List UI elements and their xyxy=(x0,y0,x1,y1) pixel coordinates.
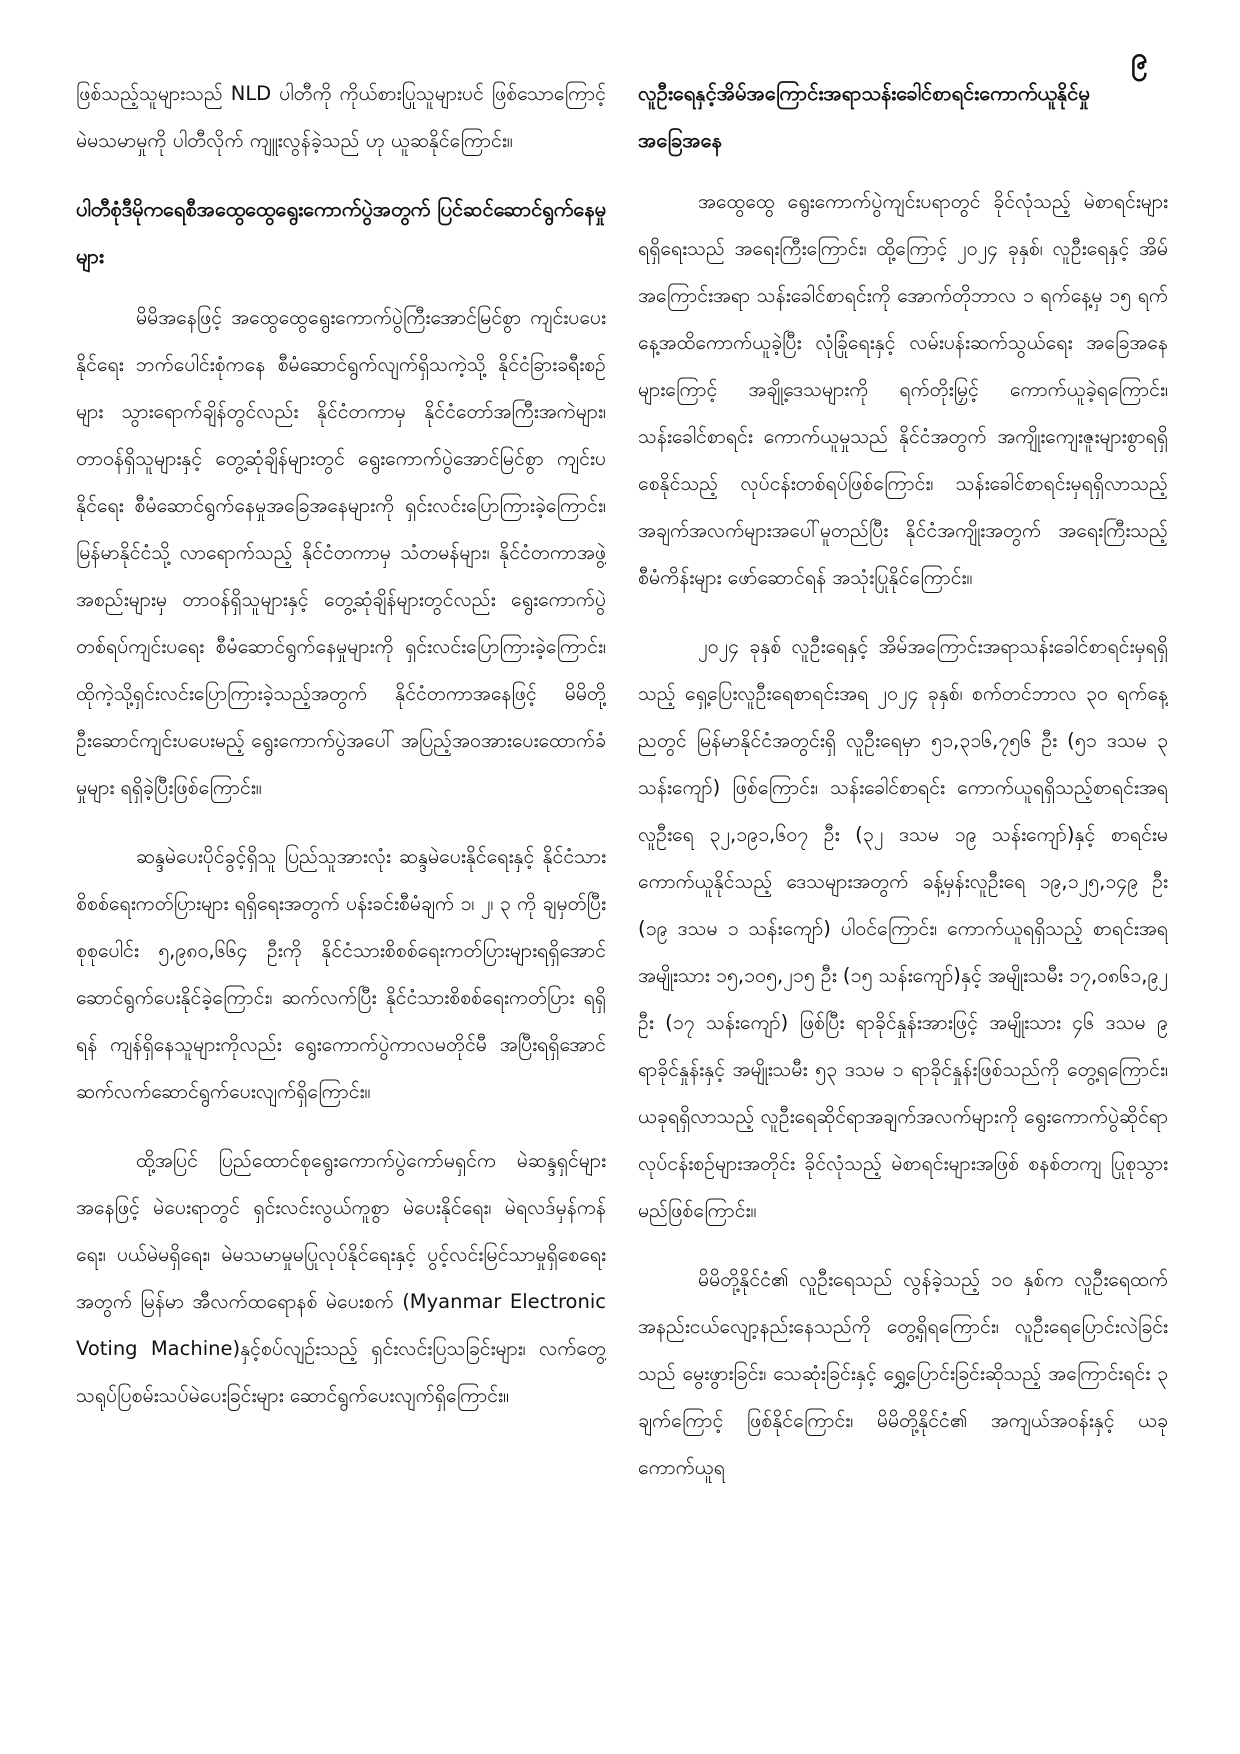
section-heading-election-preparation: ပါတီစုံဒီမိုကရေစီအထွေထွေရွေးကောက်ပွဲအတွက် ပြင်ဆင်ဆောင်ရွက်နေမှုများ xyxy=(76,197,606,268)
right-column xyxy=(638,70,1168,1710)
intro-paragraph: ဖြစ်သည့်သူများသည် NLD ပါတီကို ကိုယ်စားပြုသူများပင် ဖြစ်သောကြောင့် မဲမသမာမှုကို ပါတီလိုက် ကျူးလွန်ခဲ့သည် ဟု ယူဆနိုင်ကြောင်း။ xyxy=(76,82,606,152)
paragraph: ထို့အပြင် ပြည်ထောင်စုရွေးကောက်ပွဲကော်မရှင်က မဲဆန္ဒရှင်များအနေဖြင့် မဲပေးရာတွင် ရှင်းလင်းလွယ်ကူစွာ မဲပေးနိုင်ရေး၊ မဲရလဒ်မှန်ကန်ရေး၊ ပယ်မဲမရှိရေး၊ မဲမသမာမှုမပြုလုပ်နိုင်ရေးနှင့် ပွင့်လင်းမြင်သာမှုရှိစေရေးအတွက် မြန်မာ အီလက်ထရောနစ် မဲပေးစက် (Myanmar Electronic Voting Machine)နှင့်စပ်လျဉ်းသည့် ရှင်းလင်းပြသခြင်းများ၊ လက်တွေ့သရုပ်ပြစမ်းသပ်မဲပေးခြင်းများ ဆောင်ရွက်ပေးလျက်ရှိကြောင်း။ xyxy=(76,1149,606,1407)
paragraph: ၂၀၂၄ ခုနှစ် လူဦးရေနှင့် အိမ်အကြောင်းအရာသန်းခေါင်စာရင်းမှရရှိသည့် ရှေ့ပြေးလူဦးရေစာရင်းအရ ၂၀၂၄ ခုနှစ်၊ စက်တင်ဘာလ ၃၀ ရက်နေ့ညတွင် မြန်မာနိုင်ငံအတွင်းရှိ လူဦးရေမှာ ၅၁,၃၁၆,၇၅၆ ဦး (၅၁ ဒသမ ၃ သန်းကျော်) ဖြစ်ကြောင်း၊ သန်းခေါင်စာရင်း ကောက်ယူရရှိသည့်စာရင်းအရ လူဦးရေ ၃၂,၁၉၁,၆၀၇ ဦး (၃၂ ဒသမ ၁၉ သန်းကျော်)နှင့် စာရင်းမကောက်ယူနိုင်သည့် ဒေသများအတွက် ခန့်မှန်းလူဦးရေ ၁၉,၁၂၅,၁၄၉ ဦး (၁၉ ဒသမ ၁ သန်းကျော်) ပါဝင်ကြောင်း၊ ကောက်ယူရရှိသည့် စာရင်းအရ အမျိုးသား ၁၅,၁၀၅,၂၁၅ ဦး (၁၅ သန်းကျော်)နှင့် အမျိုးသမီး ၁၇,၀၈၆၁,၉၂ ဦး (၁၇ သန်းကျော်) ဖြစ်ပြီး ရာခိုင်နှုန်းအားဖြင့် အမျိုးသား ၄၆ ဒသမ ၉ ရာခိုင်နှုန်းနှင့် အမျိုးသမီး ၅၃ ဒသမ ၁ ရာခိုင်နှုန်းဖြစ်သည်ကို တွေ့ရကြောင်း၊ ယခုရရှိလာသည့် လူဦးရေဆိုင်ရာအချက်အလက်များကို ရွေးကောက်ပွဲဆိုင်ရာ လုပ်ငန်းစဉ်များအတိုင်း ခိုင်လုံသည့် မဲစာရင်းများအဖြစ် စနစ်တကျ ပြုစုသွားမည်ဖြစ်ကြောင်း။ xyxy=(638,635,1168,1222)
paragraph: အထွေထွေ ရွေးကောက်ပွဲကျင်းပရာတွင် ခိုင်လုံသည့် မဲစာရင်းများရရှိရေးသည် အရေးကြီးကြောင်း၊ ထို့ကြောင့် ၂၀၂၄ ခုနှစ်၊ လူဦးရေနှင့် အိမ်အကြောင်းအရာ သန်းခေါင်စာရင်းကို အောက်တိုဘာလ ၁ ရက်နေ့မှ ၁၅ ရက်နေ့အထိကောက်ယူခဲ့ပြီး လုံခြုံရေးနှင့် လမ်းပန်းဆက်သွယ်ရေး အခြေအနေများကြောင့် အချို့ဒေသများကို ရက်တိုးမြှင့် ကောက်ယူခဲ့ရကြောင်း၊ သန်းခေါင်စာရင်း ကောက်ယူမှုသည် နိုင်ငံအတွက် အကျိုးကျေးဇူးများစွာရရှိစေနိုင်သည့် လုပ်ငန်းတစ်ရပ်ဖြစ်ကြောင်း၊ သန်းခေါင်စာရင်းမှရရှိလာသည့် အချက်အလက်များအပေါ်မူတည်ပြီး နိုင်ငံအကျိုးအတွက် အရေးကြီးသည့်စီမံကိန်းများ ဖော်ဆောင်ရန် အသုံးပြုနိုင်ကြောင်း။ xyxy=(638,190,1168,589)
page-number: ၉ xyxy=(1131,41,1148,76)
section-heading-census: လူဦးရေနှင့်အိမ်အကြောင်းအရာသန်းခေါင်စာရင်းကောက်ယူနိုင်မှုအခြေအနေ xyxy=(638,81,1090,152)
article-body xyxy=(76,70,1168,1710)
left-column xyxy=(76,70,606,1710)
paragraph: ဆန္ဒမဲပေးပိုင်ခွင့်ရှိသူ ပြည်သူအားလုံး ဆန္ဒမဲပေးနိုင်ရေးနှင့် နိုင်ငံသားစိစစ်ရေးကတ်ပြားများ ရရှိရေးအတွက် ပန်းခင်းစီမံချက် ၁၊ ၂၊ ၃ ကို ချမှတ်ပြီး စုစုပေါင်း ၅,၉၈၀,၆၆၄ ဦးကို နိုင်ငံသားစိစစ်ရေးကတ်ပြားများရရှိအောင် ဆောင်ရွက်ပေးနိုင်ခဲ့ကြောင်း၊ ဆက်လက်ပြီး နိုင်ငံသားစိစစ်ရေးကတ်ပြား ရရှိရန် ကျန်ရှိနေသူများကိုလည်း ရွေးကောက်ပွဲကာလမတိုင်မီ အပြီးရရှိအောင် ဆက်လက်ဆောင်ရွက်ပေးလျက်ရှိကြောင်း။ xyxy=(76,845,606,1103)
paragraph: မိမိတို့နိုင်ငံ၏ လူဦးရေသည် လွန်ခဲ့သည့် ၁၀ နှစ်က လူဦးရေထက် အနည်းငယ်လျော့နည်းနေသည်ကို တွေ့ရှိရကြောင်း၊ လူဦးရေပြောင်းလဲခြင်းသည် မွေးဖွားခြင်း၊ သေဆုံးခြင်းနှင့် ရွှေ့ပြောင်းခြင်းဆိုသည့် အကြောင်းရင်း ၃ ချက်ကြောင့် ဖြစ်နိုင်ကြောင်း၊ မိမိတို့နိုင်ငံ၏ အကျယ်အဝန်းနှင့် ယခုကောက်ယူရ xyxy=(638,1268,1168,1479)
paragraph: မိမိအနေဖြင့် အထွေထွေရွေးကောက်ပွဲကြီးအောင်မြင်စွာ ကျင်းပပေးနိုင်ရေး ဘက်ပေါင်းစုံကနေ စီမံဆောင်ရွက်လျက်ရှိသကဲ့သို့ နိုင်ငံခြားခရီးစဉ်များ သွားရောက်ချိန်တွင်လည်း နိုင်ငံတကာမှ နိုင်ငံတော်အကြီးအကဲများ၊ တာဝန်ရှိသူများနှင့် တွေ့ဆုံချိန်များတွင် ရွေးကောက်ပွဲအောင်မြင်စွာ ကျင်းပနိုင်ရေး စီမံဆောင်ရွက်နေမှုအခြေအနေများကို ရှင်းလင်းပြောကြားခဲ့ကြောင်း၊ မြန်မာနိုင်ငံသို့ လာရောက်သည့် နိုင်ငံတကာမှ သံတမန်များ၊ နိုင်ငံတကာအဖွဲ့အစည်းများမှ တာဝန်ရှိသူများနှင့် တွေ့ဆုံချိန်များတွင်လည်း ရွေးကောက်ပွဲတစ်ရပ်ကျင်းပရေး စီမံဆောင်ရွက်နေမှုများကို ရှင်းလင်းပြောကြားခဲ့ကြောင်း၊ ထိုကဲ့သို့ရှင်းလင်းပြောကြားခဲ့သည့်အတွက် နိုင်ငံတကာအနေဖြင့် မိမိတို့ ဦးဆောင်ကျင်းပပေးမည့် ရွေးကောက်ပွဲအပေါ် အပြည့်အဝအားပေးထောက်ခံမှုများ ရရှိခဲ့ပြီးဖြစ်ကြောင်း။ xyxy=(76,306,606,799)
